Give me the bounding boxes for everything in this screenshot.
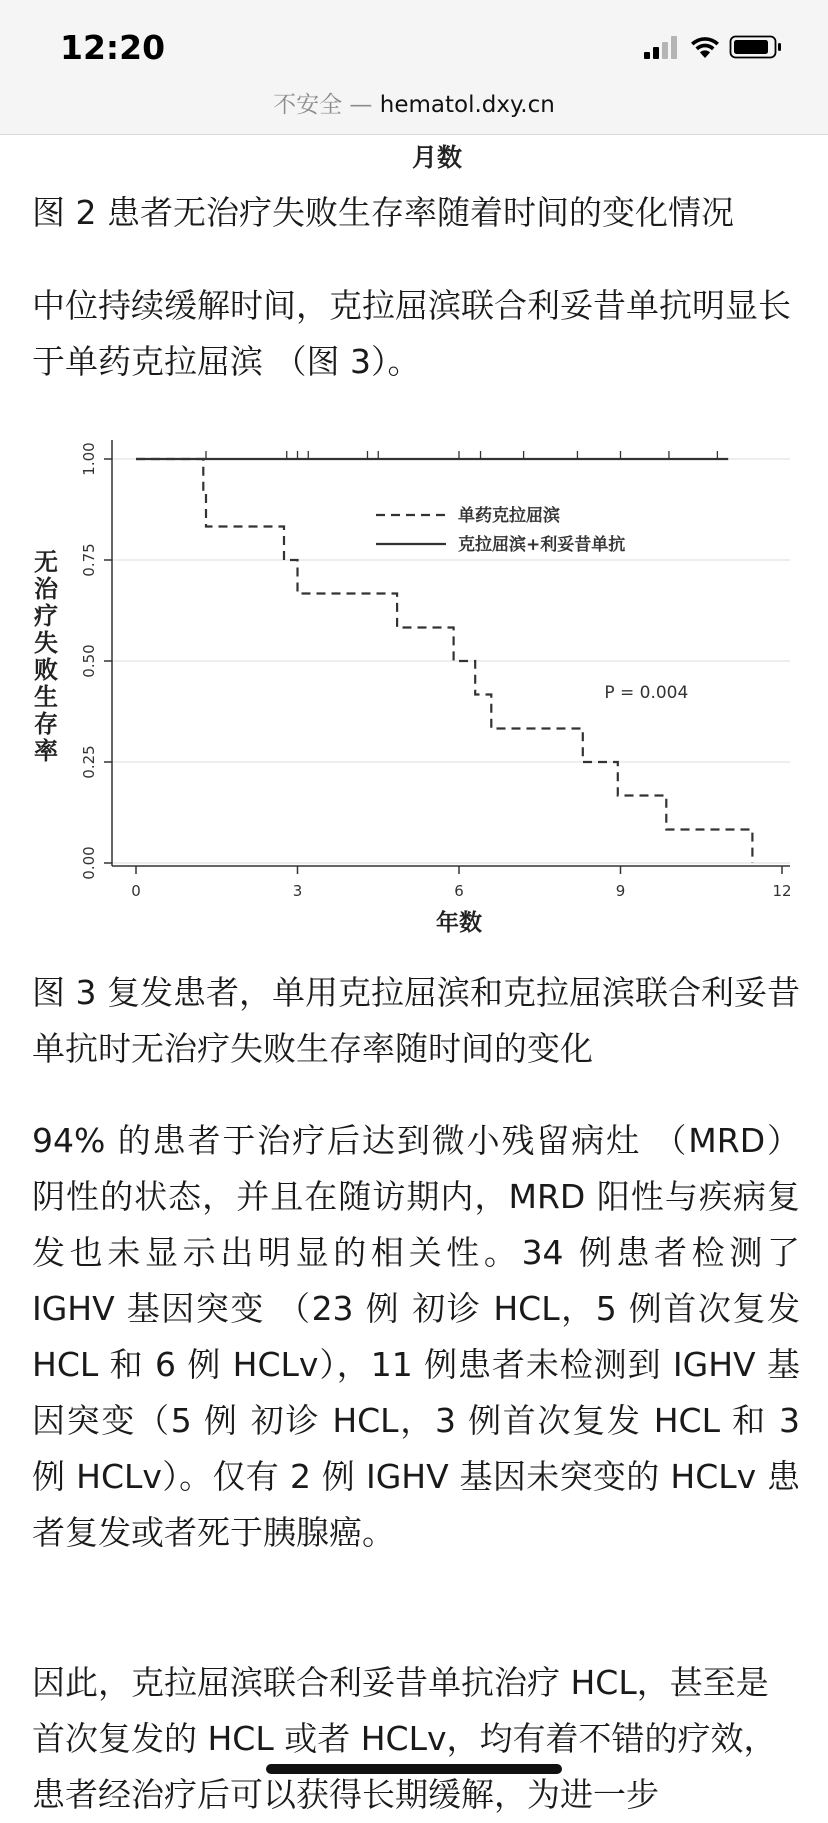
cellular-signal-icon	[644, 36, 677, 59]
km-survival-chart	[24, 420, 804, 950]
battery-icon	[731, 37, 782, 58]
previous-figure-axis-label: 月数	[412, 143, 463, 172]
y-tick-label: 0.50	[80, 644, 98, 678]
x-tick-label: 12	[772, 882, 792, 900]
y-tick-label: 0.00	[80, 846, 98, 880]
wifi-icon	[691, 37, 719, 58]
p-value-annotation: P = 0.004	[604, 683, 689, 703]
paragraph-1: 中位持续缓解时间，克拉屈滨联合利妥昔单抗明显长于单药克拉屈滨 （图 3）。	[32, 286, 791, 381]
x-tick-label: 0	[131, 882, 141, 900]
legend-label: 单药克拉屈滨	[458, 506, 560, 526]
legend-label: 克拉屈滨+利妥昔单抗	[458, 535, 626, 555]
x-tick-label: 9	[615, 882, 626, 900]
x-axis-title: 年数	[436, 910, 482, 936]
figure-2-caption: 图 2 患者无治疗失败生存率随着时间的变化情况	[32, 193, 734, 232]
insecure-label: 不安全	[273, 92, 343, 118]
figure-3-caption: 图 3 复发患者，单用克拉屈滨和克拉屈滨联合利妥昔单抗时无治疗失败生存率随时间的变化	[32, 973, 800, 1068]
x-tick-label: 3	[292, 882, 303, 900]
x-tick-label: 6	[454, 882, 464, 900]
url-domain: hematol.dxy.cn	[379, 92, 555, 118]
y-tick-label: 0.25	[80, 745, 98, 779]
y-tick-label: 1.00	[80, 442, 98, 476]
url-separator: —	[342, 92, 380, 118]
paragraph-3: 因此，克拉屈滨联合利妥昔单抗治疗 HCL，甚至是首次复发的 HCL 或者 HCLv，均有着不错的疗效，患者经治疗后可以获得长期缓解，为进一步	[32, 1663, 777, 1814]
paragraph-2: 94% 的患者于治疗后达到微小残留病灶 （MRD） 阴性的状态，并且在随访期内，MRD 阳性与疾病复发也未显示出明显的相关性。34 例患者检测了 IGHV 基因突变 （23 例 初诊 HCL，5 例首次复发 HCL 和 6 例 HCLv），11 例患者未检测到 IGHV 基因突变（5 例 初诊 HCL，3 例首次复发 HCL 和 3 例 HCLv）。仅有 2 例 IGHV 基因未突变的 HCLv 患者复发或者死于胰腺癌。	[32, 1121, 800, 1552]
address-bar[interactable]	[0, 86, 828, 119]
status-bar	[0, 0, 828, 135]
y-axis-title: 无治疗失败生存率	[34, 548, 58, 765]
home-indicator[interactable]	[266, 1764, 562, 1774]
system-icons	[644, 34, 794, 64]
status-time: 12:20	[60, 28, 166, 67]
y-tick-label: 0.75	[80, 543, 98, 577]
figure-3-chart	[24, 420, 804, 950]
